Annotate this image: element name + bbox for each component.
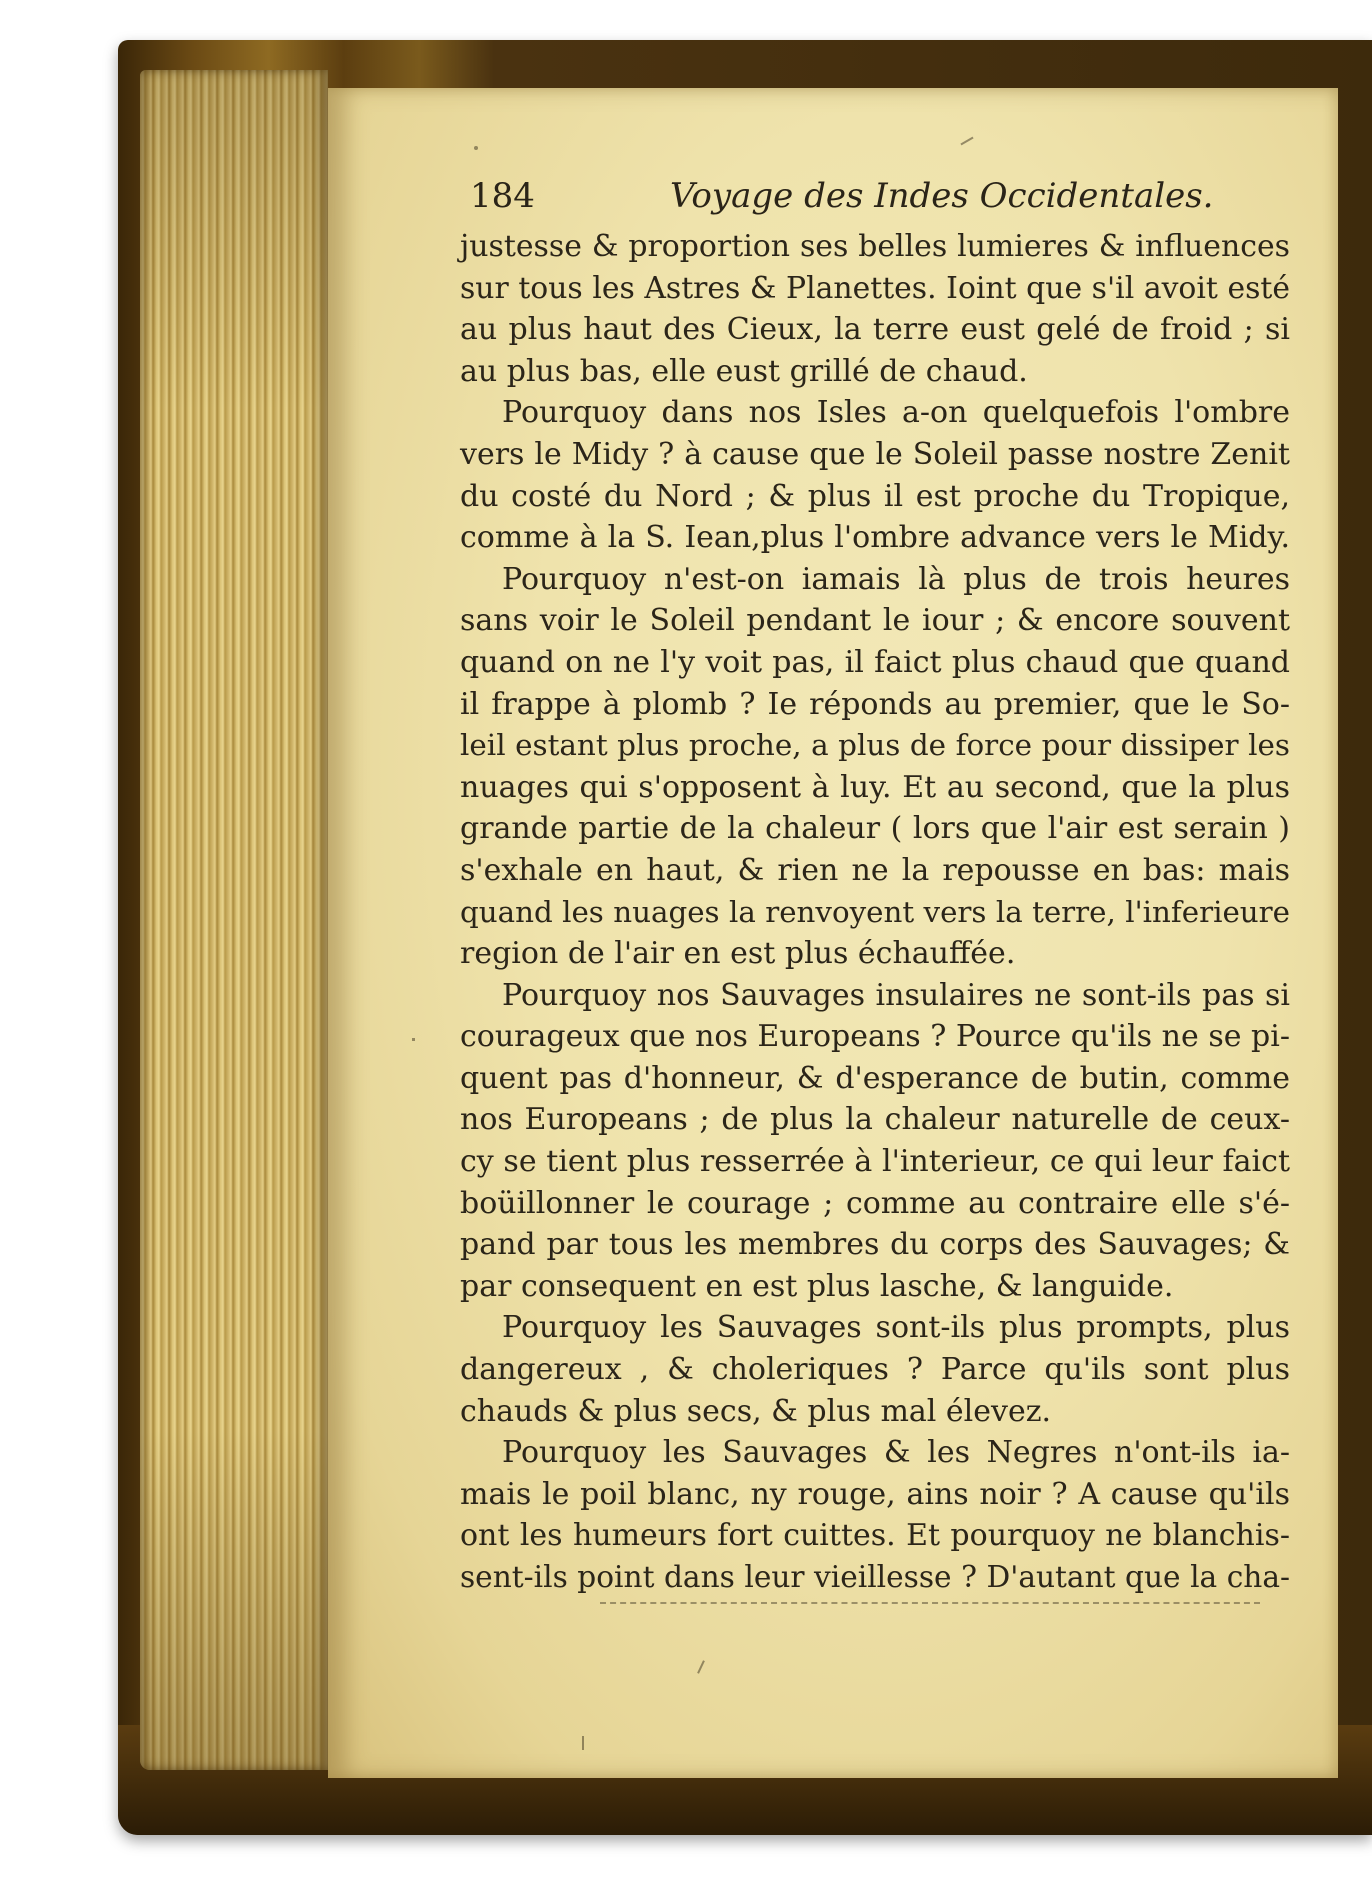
text-line: mais le poil blanc, ny rouge, ains noir ? A cause qu'ils xyxy=(460,1476,1290,1512)
ink-mark xyxy=(582,1736,584,1750)
text-line: sent-ils point dans leur vieillesse ? D'autant que la cha- xyxy=(460,1560,1290,1594)
text-line: sans voir le Soleil pendant le iour ; & encore souvent xyxy=(460,603,1290,639)
text-line: boüillonner le courage ; comme au contraire elle s'é- xyxy=(460,1185,1290,1221)
text-line: chauds & plus secs, & plus mal élevez. xyxy=(460,1393,1052,1429)
ink-mark xyxy=(474,146,478,150)
bottom-rule xyxy=(600,1602,1260,1604)
text-line: Pourquoy les Sauvages sont-ils plus prompts, plus xyxy=(502,1310,1290,1346)
text-line: il frappe à plomb ? Ie réponds au premier, que le So- xyxy=(460,686,1290,722)
text-line: nos Europeans ; de plus la chaleur naturelle de ceux- xyxy=(460,1102,1290,1138)
text-line: justesse & proportion ses belles lumieres & influences xyxy=(460,229,1290,264)
text-line: quand on ne l'y voit pas, il faict plus chaud que quand xyxy=(460,644,1290,680)
body-text xyxy=(460,226,1290,1599)
text-line: comme à la S. Iean,plus l'ombre advance vers le Midy. xyxy=(460,520,1290,556)
page-header xyxy=(470,176,1214,226)
running-title: Voyage des Indes Occidentales. xyxy=(670,176,1214,216)
text-line: par consequent en est plus lasche, & languide. xyxy=(460,1268,1174,1304)
text-line: ont les humeurs fort cuittes. Et pourquoy ne blanchis- xyxy=(460,1518,1290,1554)
text-line: dangereux , & choleriques ? Parce qu'ils sont plus xyxy=(460,1352,1290,1388)
text-line: leil estant plus proche, a plus de force pour dissiper les xyxy=(460,728,1290,763)
text-line: Pourquoy dans nos Isles a-on quelquefois l'ombre xyxy=(502,395,1290,431)
text-line: s'exhale en haut, & rien ne la repousse en bas: mais xyxy=(460,852,1290,888)
text-line: sur tous les Astres & Planettes. Ioint que s'il avoit esté xyxy=(460,270,1290,306)
page-edges xyxy=(140,70,328,1770)
text-line: Pourquoy n'est-on iamais là plus de trois heures xyxy=(502,561,1290,597)
text-line: quand les nuages la renvoyent vers la terre, l'inferieure xyxy=(460,894,1290,929)
text-line: vers le Midy ? à cause que le Soleil passe nostre Zenit xyxy=(460,436,1290,472)
text-line: Pourquoy les Sauvages & les Negres n'ont-ils ia- xyxy=(502,1435,1290,1471)
page-number: 184 xyxy=(470,176,535,216)
text-line: Pourquoy nos Sauvages insulaires ne sont-ils pas si xyxy=(502,977,1290,1013)
text-line: du costé du Nord ; & plus il est proche du Tropique, xyxy=(460,478,1290,514)
text-line: grande partie de la chaleur ( lors que l'air est serain ) xyxy=(460,811,1290,847)
text-line: quent pas d'honneur, & d'esperance de butin, comme xyxy=(460,1060,1290,1096)
text-line: courageux que nos Europeans ? Pource qu'ils ne se pi- xyxy=(460,1019,1290,1055)
text-line: au plus haut des Cieux, la terre eust gelé de froid ; si xyxy=(460,312,1290,348)
text-line: region de l'air en est plus échauffée. xyxy=(460,936,1016,972)
text-line: au plus bas, elle eust grillé de chaud. xyxy=(460,353,1028,389)
text-line: cy se tient plus resserrée à l'interieur, ce qui leur faict xyxy=(460,1144,1290,1180)
text-line: nuages qui s'opposent à luy. Et au second, que la plus xyxy=(460,769,1290,805)
ink-mark xyxy=(412,1038,415,1041)
text-line: pand par tous les membres du corps des Sauvages; & xyxy=(460,1227,1290,1263)
